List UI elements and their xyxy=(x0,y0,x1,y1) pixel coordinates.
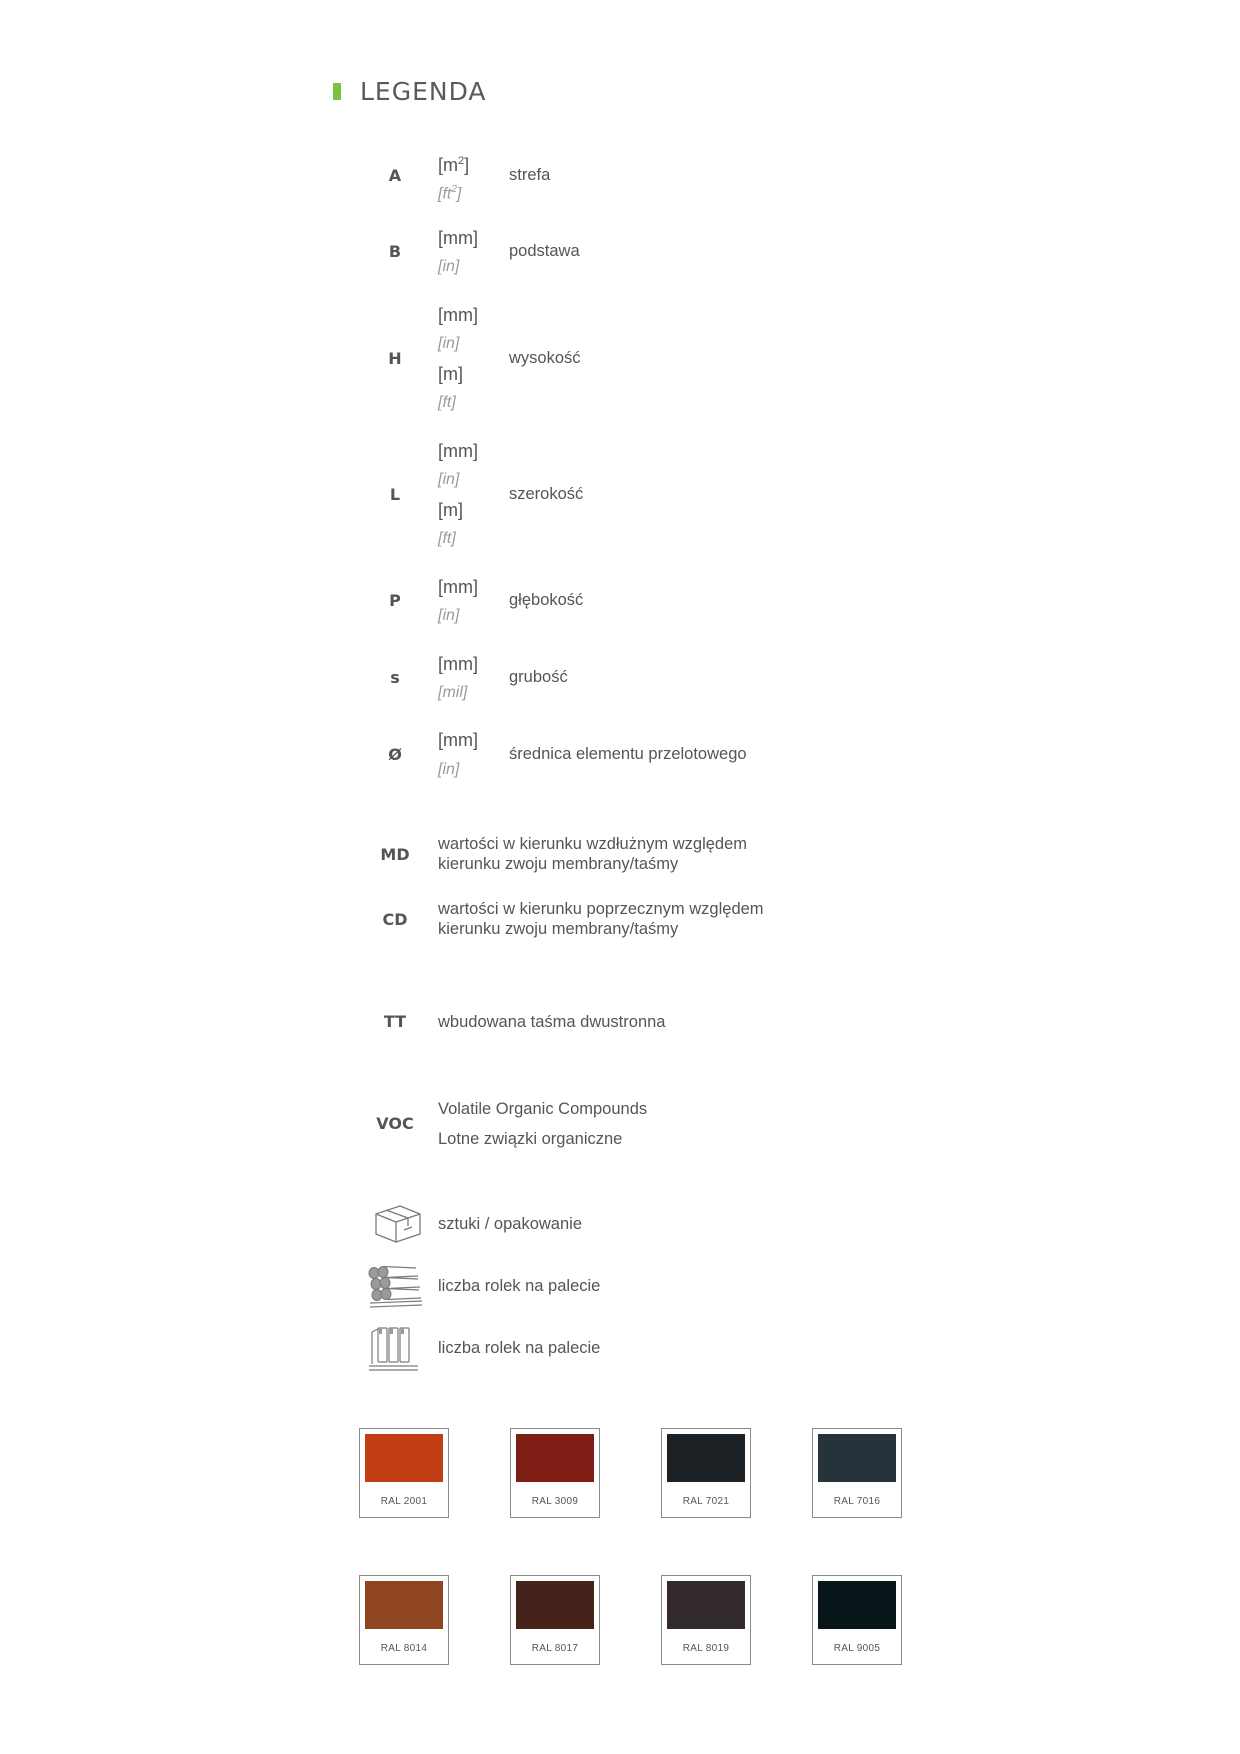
swatch-label: RAL 7021 xyxy=(682,1496,730,1507)
tt-text: wbudowana taśma dwustronna xyxy=(438,1013,666,1031)
packaging-text-1: sztuki / opakowanie xyxy=(438,1215,582,1233)
swatch-label: RAL 2001 xyxy=(380,1496,428,1507)
unit-primary: [mm] xyxy=(438,305,478,325)
voc-line-1: Volatile Organic Compounds xyxy=(438,1100,648,1118)
unit-primary: [mm] xyxy=(438,654,478,674)
accent-bar xyxy=(333,83,341,100)
unit-quaternary: [ft] xyxy=(438,394,456,411)
packaging-text-3: liczba rolek na palecie xyxy=(438,1339,601,1357)
desc-s: grubość xyxy=(509,668,568,686)
symbol-md: MD xyxy=(380,845,410,864)
unit-secondary: [in] xyxy=(438,761,460,778)
unit-primary: [mm] xyxy=(438,228,478,248)
desc-b: podstawa xyxy=(509,242,580,260)
unit-secondary: [in] xyxy=(438,607,460,624)
unit-primary: [mm] xyxy=(438,730,478,750)
color-swatch-ral-8017 xyxy=(510,1575,600,1665)
swatch-label: RAL 3009 xyxy=(531,1496,579,1507)
symbol-h: H xyxy=(388,349,402,368)
swatch-label: RAL 7016 xyxy=(833,1496,881,1507)
voc-line-2: Lotne związki organiczne xyxy=(438,1130,623,1148)
swatch-label: RAL 8014 xyxy=(380,1643,428,1654)
unit-tertiary: [m] xyxy=(438,364,463,384)
symbol-voc: VOC xyxy=(376,1114,414,1133)
color-swatch-ral-8019 xyxy=(661,1575,751,1665)
unit-primary: [mm] xyxy=(438,441,478,461)
desc-a: strefa xyxy=(509,166,551,184)
swatch-color xyxy=(667,1434,745,1482)
cd-line-1: wartości w kierunku poprzecznym względem xyxy=(438,900,764,918)
symbol-s: s xyxy=(390,668,400,687)
symbol-tt: TT xyxy=(383,1012,407,1031)
color-swatch-ral-9005 xyxy=(812,1575,902,1665)
unit-primary: [mm] xyxy=(438,577,478,597)
unit-secondary: $[ft^2]$ xyxy=(438,184,462,203)
swatch-label: RAL 9005 xyxy=(833,1643,881,1654)
swatch-label: RAL 8019 xyxy=(682,1643,730,1654)
swatch-color xyxy=(365,1434,443,1482)
swatch-color xyxy=(818,1581,896,1629)
symbol-b: B xyxy=(388,242,402,261)
md-line-2: kierunku zwoju membrany/taśmy xyxy=(438,855,679,873)
cd-line-2: kierunku zwoju membrany/taśmy xyxy=(438,920,679,938)
unit-tertiary: [m] xyxy=(438,500,463,520)
swatch-color xyxy=(667,1581,745,1629)
desc-l: szerokość xyxy=(509,485,584,503)
color-swatch-ral-7016 xyxy=(812,1428,902,1518)
desc-p: głębokość xyxy=(509,591,584,609)
swatch-label: RAL 8017 xyxy=(531,1643,579,1654)
unit-primary: $[m^2]$ xyxy=(438,155,470,175)
md-line-1: wartości w kierunku wzdłużnym względem xyxy=(438,835,748,853)
packaging-text-2: liczba rolek na palecie xyxy=(438,1277,601,1295)
unit-secondary: [mil] xyxy=(438,684,468,701)
swatch-color xyxy=(516,1581,594,1629)
desc-diameter: średnica elementu przelotowego xyxy=(509,745,747,763)
box-icon xyxy=(370,1202,426,1246)
symbol-diameter: Ø xyxy=(388,745,402,764)
color-swatch-ral-3009 xyxy=(510,1428,600,1518)
unit-secondary: [in] xyxy=(438,335,460,352)
color-swatch-ral-2001 xyxy=(359,1428,449,1518)
color-swatch-ral-8014 xyxy=(359,1575,449,1665)
unit-secondary: [in] xyxy=(438,258,460,275)
unit-secondary: [in] xyxy=(438,471,460,488)
horizontal-rolls-pallet-icon xyxy=(366,1264,426,1308)
color-swatch-ral-7021 xyxy=(661,1428,751,1518)
page-title: LEGENDA xyxy=(360,77,487,106)
symbol-p: P xyxy=(389,591,401,610)
symbol-a: A xyxy=(388,166,402,185)
symbol-cd: CD xyxy=(382,910,408,929)
unit-quaternary: [ft] xyxy=(438,530,456,547)
symbol-l: L xyxy=(389,485,401,504)
desc-h: wysokość xyxy=(509,349,581,367)
swatch-color xyxy=(818,1434,896,1482)
vertical-rolls-pallet-icon xyxy=(366,1324,426,1372)
swatch-color xyxy=(365,1581,443,1629)
swatch-color xyxy=(516,1434,594,1482)
